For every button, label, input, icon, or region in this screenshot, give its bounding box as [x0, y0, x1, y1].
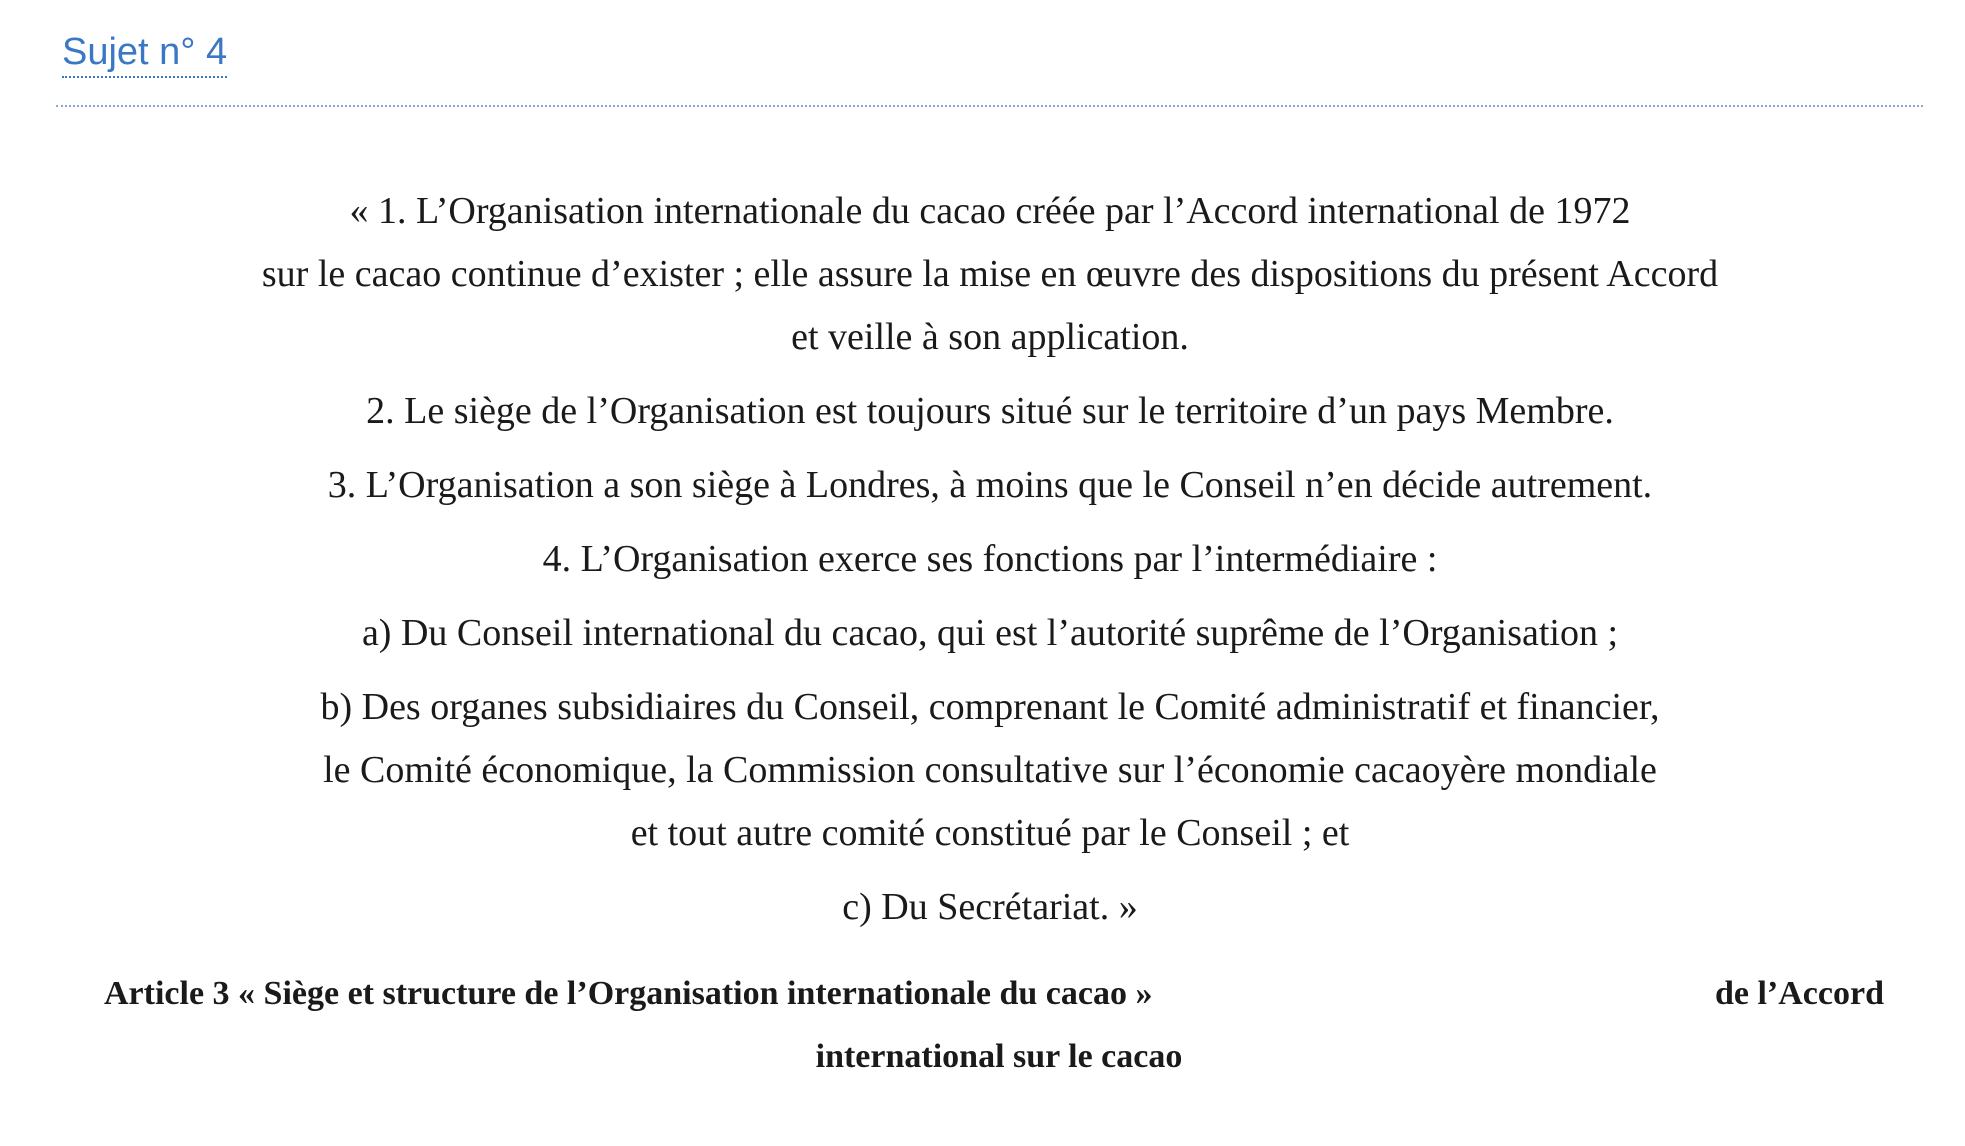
header-divider: [56, 105, 1923, 107]
paragraph-2: 2. Le siège de l’Organisation est toujours situé sur le territoire d’un pays Membre.: [366, 390, 1614, 432]
paragraph-1-line-1: « 1. L’Organisation internationale du cacao créée par l’Accord international de 1972: [349, 190, 1631, 232]
item-c: c) Du Secrétariat. »: [842, 886, 1138, 928]
source-citation: [104, 962, 1884, 1088]
paragraph-3: 3. L’Organisation a son siège à Londres, à moins que le Conseil n’en décide autrement.: [327, 464, 1653, 506]
source-accord-prefix: de l’Accord: [1714, 975, 1884, 1012]
subject-heading: Sujet n° 4: [62, 30, 227, 78]
paragraph-1-line-2: sur le cacao continue d’exister ; elle assure la mise en œuvre des dispositions du présent Accord: [261, 253, 1719, 295]
item-b-line-1: b) Des organes subsidiaires du Conseil, comprenant le Comité administratif et financier,: [320, 686, 1660, 728]
paragraph-1-line-3: et veille à son application.: [791, 316, 1189, 358]
paragraph-4: 4. L’Organisation exerce ses fonctions par l’intermédiaire :: [542, 538, 1438, 580]
item-b-line-2: le Comité économique, la Commission consultative sur l’économie cacaoyère mondiale: [323, 749, 1657, 791]
item-a: a) Du Conseil international du cacao, qui est l’autorité suprême de l’Organisation ;: [361, 612, 1619, 654]
item-b: [130, 676, 1850, 865]
source-line-2: international sur le cacao: [815, 1038, 1183, 1075]
item-b-line-3: et tout autre comité constitué par le Conseil ; et: [630, 812, 1350, 854]
paragraph-1: [130, 180, 1850, 369]
source-article-title: Article 3 « Siège et structure de l’Organisation internationale du cacao »: [104, 975, 1153, 1012]
quoted-article-text: [130, 180, 1850, 950]
source-line-1: [104, 962, 1884, 1025]
